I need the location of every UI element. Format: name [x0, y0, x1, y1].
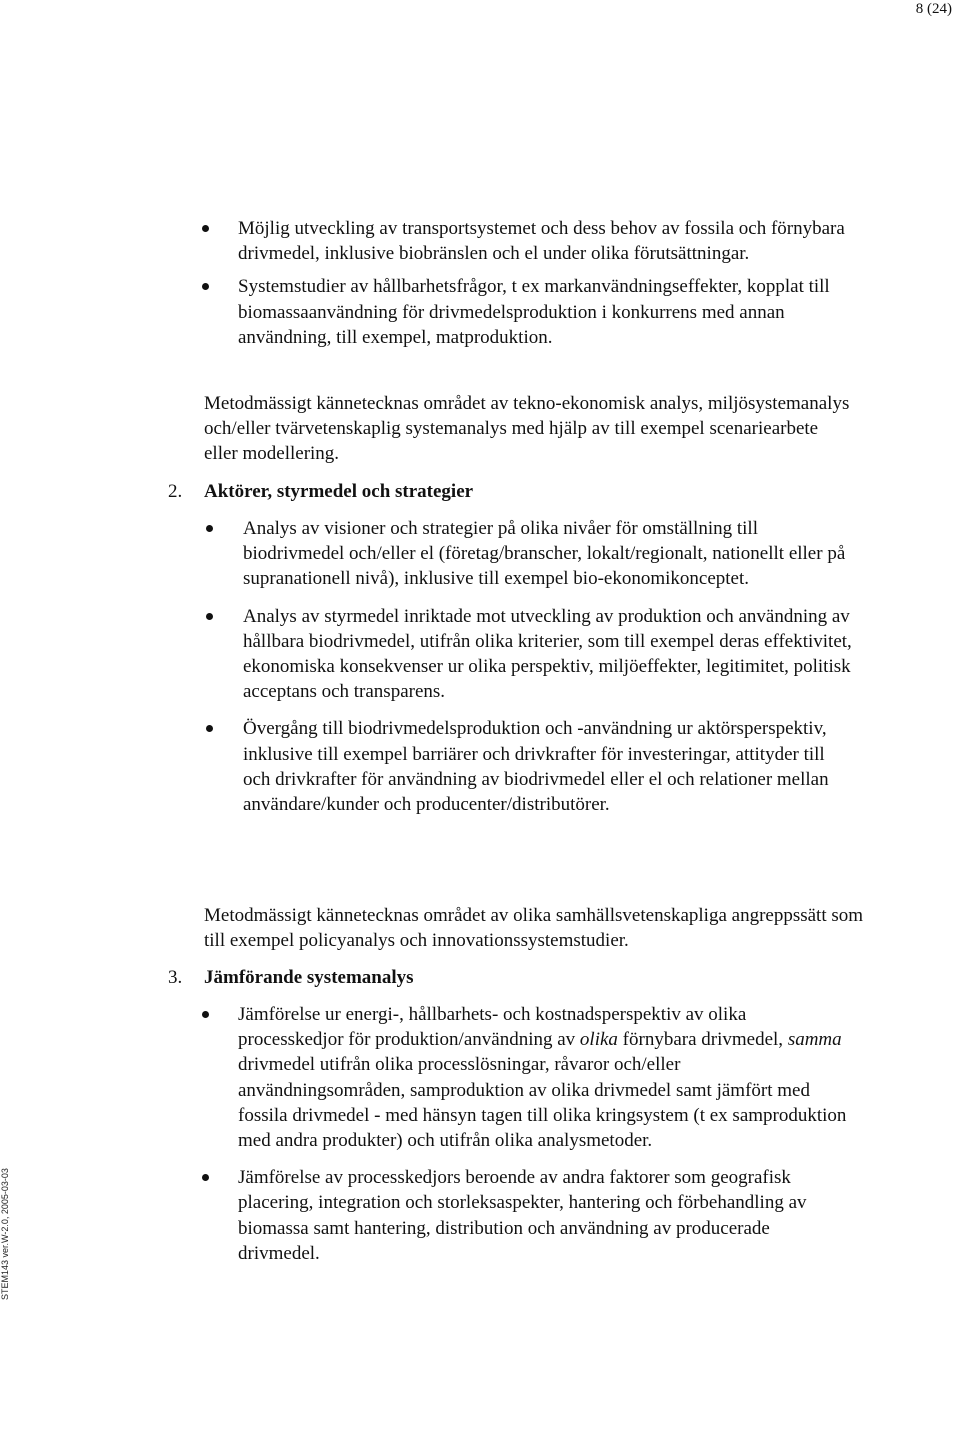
page-number: 8 (24) — [915, 1, 952, 17]
emphasis-samma: samma — [787, 1029, 842, 1051]
bullet-icon — [206, 613, 213, 620]
bullet-icon — [202, 1174, 209, 1181]
list-item-text: Övergång till biodrivmedelsproduktion och -användning ur aktörsperspektiv, inklusive till exempel barriärer och drivkrafter för investeringar, attityder till och drivkrafter för användning av biodrivmedel eller el och relationer mellan användare/kunder och producenter/distributörer. — [243, 718, 829, 816]
list-item-text: Möjlig utveckling av transportsystemet och dess behov av fossila och förnybara drivmedel, inklusive biobränslen och el under olika förutsättningar. — [238, 218, 845, 265]
section1-bullet-list — [200, 216, 860, 350]
list-item-text: Systemstudier av hållbarhetsfrågor, t ex markanvändningseffekter, kopplat till biomassaanvändning för drivmedelsproduktion i konkurrens med annan användning, till exempel, matproduktion. — [238, 276, 830, 348]
text-segment: Jämförelse ur energi-, hållbarhets- och kostnadsperspektiv av olika processkedjor för produktion/användning av — [238, 1004, 747, 1051]
section2-heading — [168, 479, 473, 504]
section2-method-paragraph: Metodmässigt kännetecknas området av olika samhällsvetenskapliga angreppssätt som till exempel policyanalys och innovationssystemstudier. — [204, 905, 864, 952]
list-item — [200, 1002, 850, 1153]
list-item — [204, 604, 854, 705]
text-segment: förnybara drivmedel, — [617, 1029, 788, 1051]
list-item — [204, 516, 854, 592]
list-item — [204, 716, 854, 817]
bullet-icon — [206, 525, 213, 532]
section2-number: 2. — [168, 481, 183, 502]
section2-bullet-list — [204, 516, 854, 817]
section3-number: 3. — [168, 967, 183, 988]
bullet-icon — [202, 1011, 209, 1018]
list-item — [200, 274, 860, 350]
bullet-icon — [202, 225, 209, 232]
list-item — [200, 216, 860, 266]
list-item-text: Analys av visioner och strategier på olika nivåer för omställning till biodrivmedel och/eller el (företag/branscher, lokalt/regionalt, nationellt eller på supranationell nivå), inklusive till exempel bio-ekonomikonceptet. — [243, 518, 846, 590]
section3-bullet-list — [200, 1002, 850, 1266]
list-item-text: Jämförelse av processkedjors beroende av andra faktorer som geografisk placering, integration och storleksaspekter, hantering och förbehandling av biomassa samt hantering, distribution och användning av producerade drivmedel. — [238, 1167, 807, 1264]
section1-method-paragraph: Metodmässigt kännetecknas området av tekno-ekonomisk analys, miljösystemanalys och/eller tvärvetenskaplig systemanalys med hjälp av till exempel scenariearbete eller modellering. — [204, 393, 850, 465]
section3-title: Jämförande systemanalys — [204, 967, 414, 988]
section3-heading — [168, 965, 414, 990]
list-item-text — [238, 1004, 846, 1151]
section2-title: Aktörer, styrmedel och strategier — [204, 481, 474, 502]
text-segment: drivmedel utifrån olika processlösningar, råvaror och/eller användningsområden, samproduktion av olika drivmedel samt jämfört med fossila drivmedel - med hänsyn tagen till olika kringsystem (t ex samproduktion med andra produkter) och utifrån olika analysmetoder. — [238, 1054, 847, 1152]
emphasis-olika: olika — [579, 1029, 618, 1051]
document-version-stamp: STEM143 ver.W-2.0, 2005-03-03 — [0, 1168, 10, 1300]
list-item-text: Analys av styrmedel inriktade mot utveckling av produktion och användning av hållbara biodrivmedel, utifrån olika kriterier, som till exempel deras effektivitet, ekonomiska konsekvenser ur olika perspektiv, miljöeffekter, legitimitet, politisk acceptans och transparens. — [243, 605, 852, 703]
bullet-icon — [206, 725, 213, 732]
list-item — [200, 1165, 850, 1266]
bullet-icon — [202, 283, 209, 290]
